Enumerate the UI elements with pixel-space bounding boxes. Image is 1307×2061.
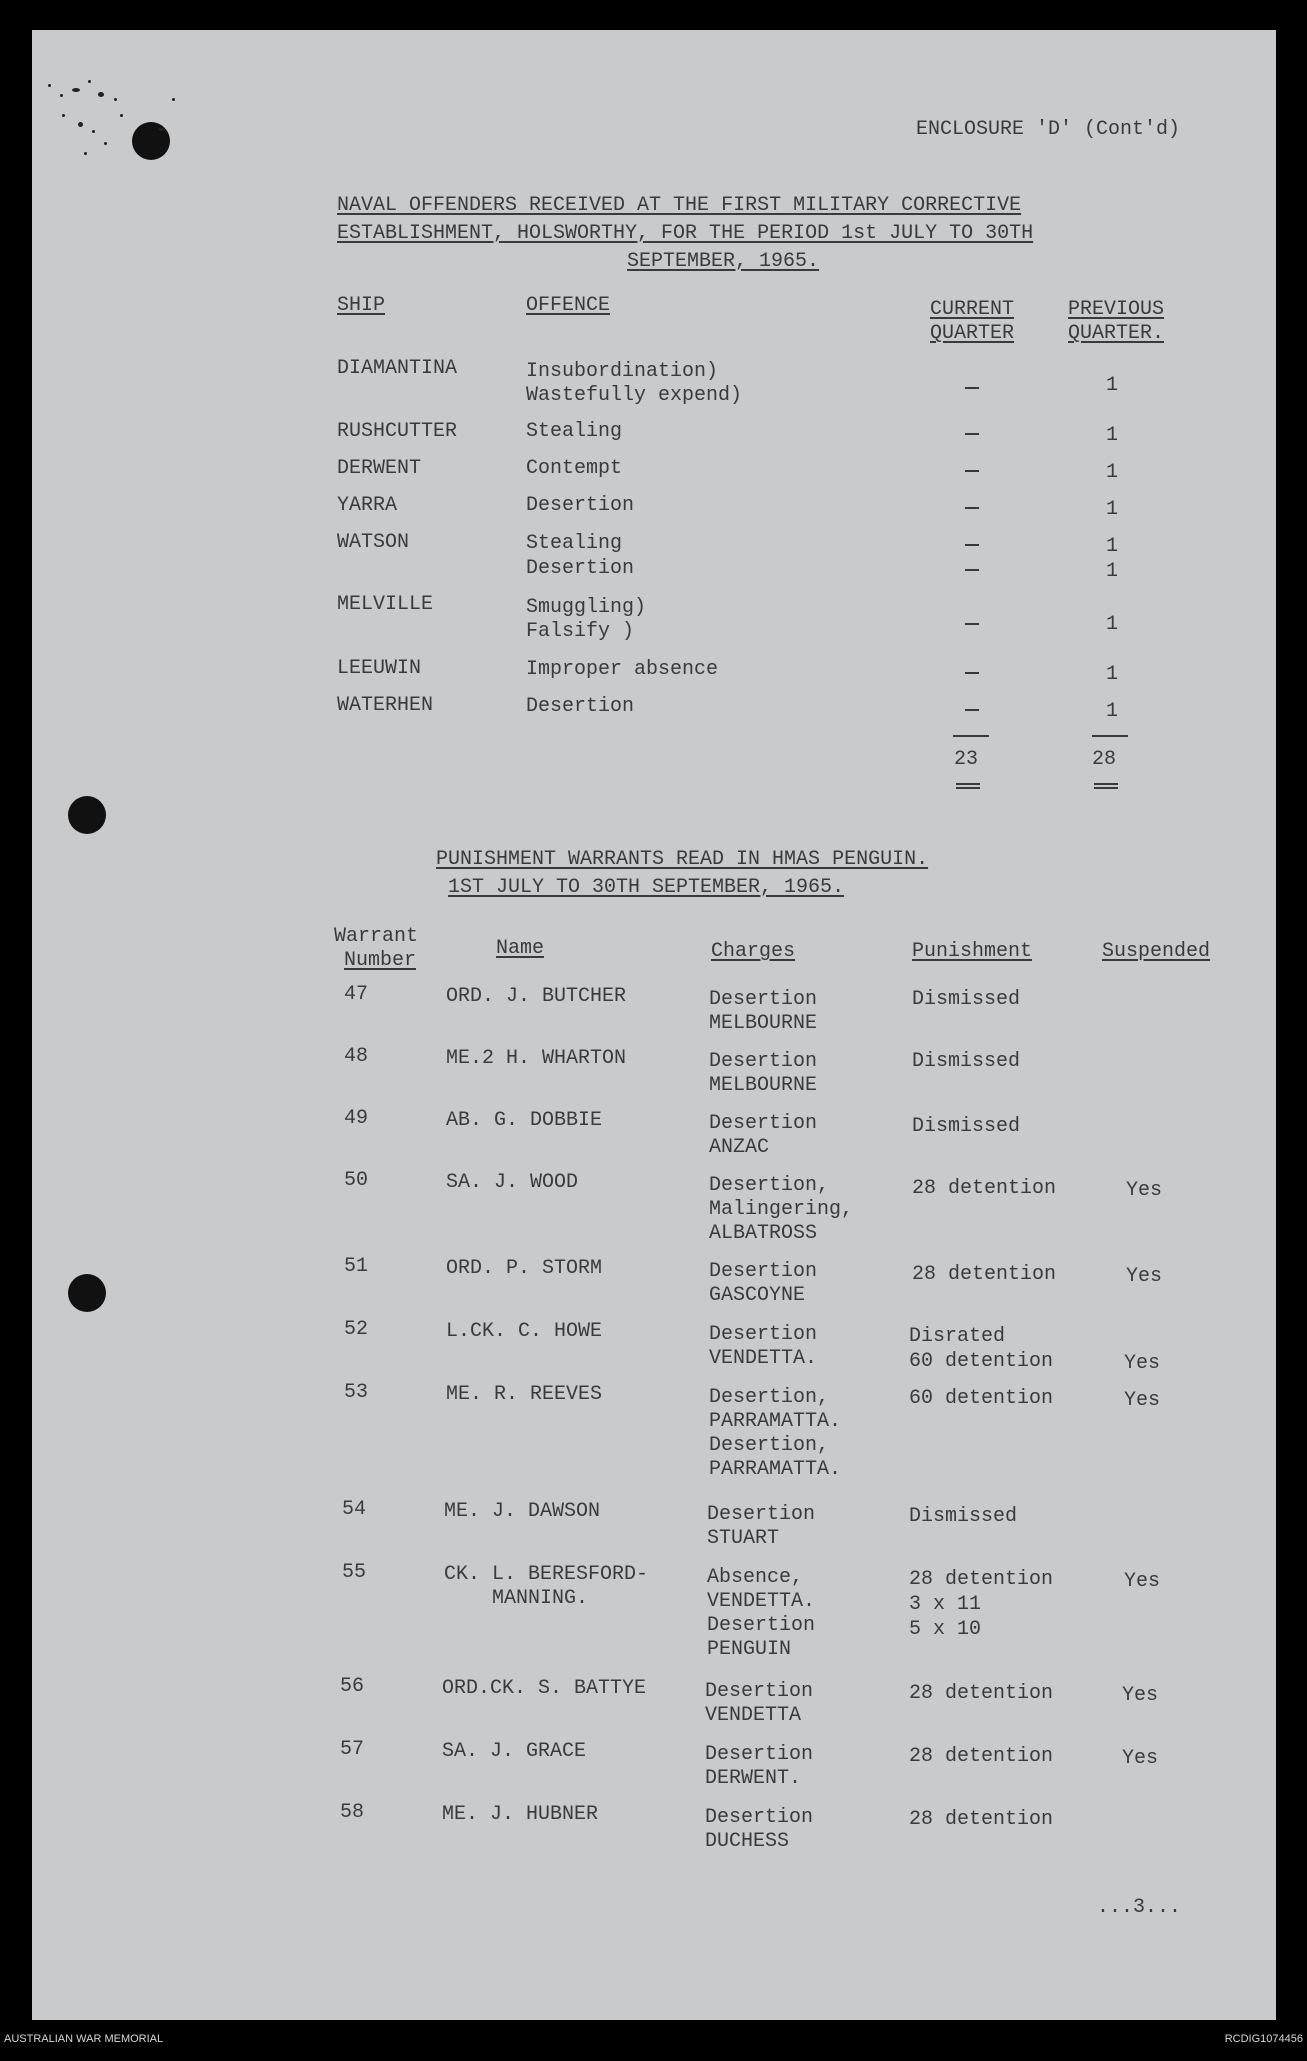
footer-reference: RCDIG1074456 xyxy=(1224,2033,1303,2045)
suspended-column-header: Suspended xyxy=(1102,940,1211,963)
footer-source: AUSTRALIAN WAR MEMORIAL xyxy=(4,2033,164,2045)
offence-column-header: OFFENCE xyxy=(526,294,611,317)
previous-quarter-header: PREVIOUS xyxy=(1068,298,1165,321)
nil-dash xyxy=(965,433,979,435)
total-rule xyxy=(953,735,989,737)
nil-dash xyxy=(965,470,979,472)
nil-dash xyxy=(965,709,979,711)
name-column-header: Name xyxy=(496,937,545,960)
document-page: ENCLOSURE 'D' (Cont'd) NAVAL OFFENDERS RECEIVED AT THE FIRST MILITARY CORRECTIVE ESTABLISHMENT, HOLSWORTHY, FOR THE PERIOD 1st JULY TO 30TH SEPTEMBER, 1965. SHIP OFFENCE CURRENT QUARTER PREVIOUS QUARTER. DIAMANTINA Insubordination) Wastefully expend) 1 RUSHCUTTER Stealing 1 DERWENT Contempt 1 YARRA Desertion 1 WATSON Stealing Desertion 1 1 MELVILLE Smuggling) Falsify ) 1 LEEUWIN Improper absence 1 WATERHEN Desertion 1 23 28 PUNISHMENT WARRANTS READ IN HMAS PENGUIN. 1ST JULY TO 30TH SEPTEMBER, 1965. Warrant Number Name Charges Punishment Suspended 47 ORD. J. BUTCHER Desertion MELBOURNE Dismissed 48 ME.2 H. WHARTON Desertion MELBOURNE Dismissed 49 AB. G. DOBBIE Desertion ANZAC Dismissed 50 SA. J. WOOD Desertion, Malingering, ALBATROSS 28 detention Yes 51 ORD. P. STORM Desertion GASCOYNE 28 detention Yes 52 L.CK. C. HOWE Desertion VENDETTA. Disrated 60 detention Yes 53 ME. R. REEVES Desertion, PARRAMATTA. Desertion, PARRAMATTA. 60 detention Yes 54 ME. J. DAWSON Desertion STUART Dismissed 55 CK. L. BERESFORD- MANNING. Absence, VENDETTA. Desertion PENGUIN 28 detention 3 x 11 5 x 10 Yes 56 ORD.CK. S. BATTYE Desertion VENDETTA 28 detention Yes 57 SA. J. GRACE Desertion DERWENT. 28 detention Yes 58 ME. J. HUBNER Desertion DUCHESS 28 detention ...3... xyxy=(32,30,1276,2020)
double-rule xyxy=(1094,783,1118,789)
current-quarter-header: CURRENT xyxy=(930,298,1015,321)
total-previous: 28 xyxy=(1092,748,1117,771)
page-continuation: ...3... xyxy=(1097,1896,1182,1919)
nil-dash xyxy=(965,672,979,674)
charges-column-header: Charges xyxy=(711,940,796,963)
punch-hole xyxy=(68,796,106,834)
nil-dash xyxy=(965,544,979,546)
punch-hole xyxy=(68,1274,106,1312)
total-rule xyxy=(1092,735,1128,737)
punishment-column-header: Punishment xyxy=(912,940,1033,963)
total-current: 23 xyxy=(954,748,979,771)
nil-dash xyxy=(965,569,979,571)
ship-column-header: SHIP xyxy=(337,294,386,317)
double-rule xyxy=(956,783,980,789)
nil-dash xyxy=(965,623,979,625)
nil-dash xyxy=(965,387,979,389)
enclosure-label: ENCLOSURE 'D' (Cont'd) xyxy=(916,118,1181,141)
nil-dash xyxy=(965,507,979,509)
warrant-number-header: Warrant xyxy=(334,925,419,948)
